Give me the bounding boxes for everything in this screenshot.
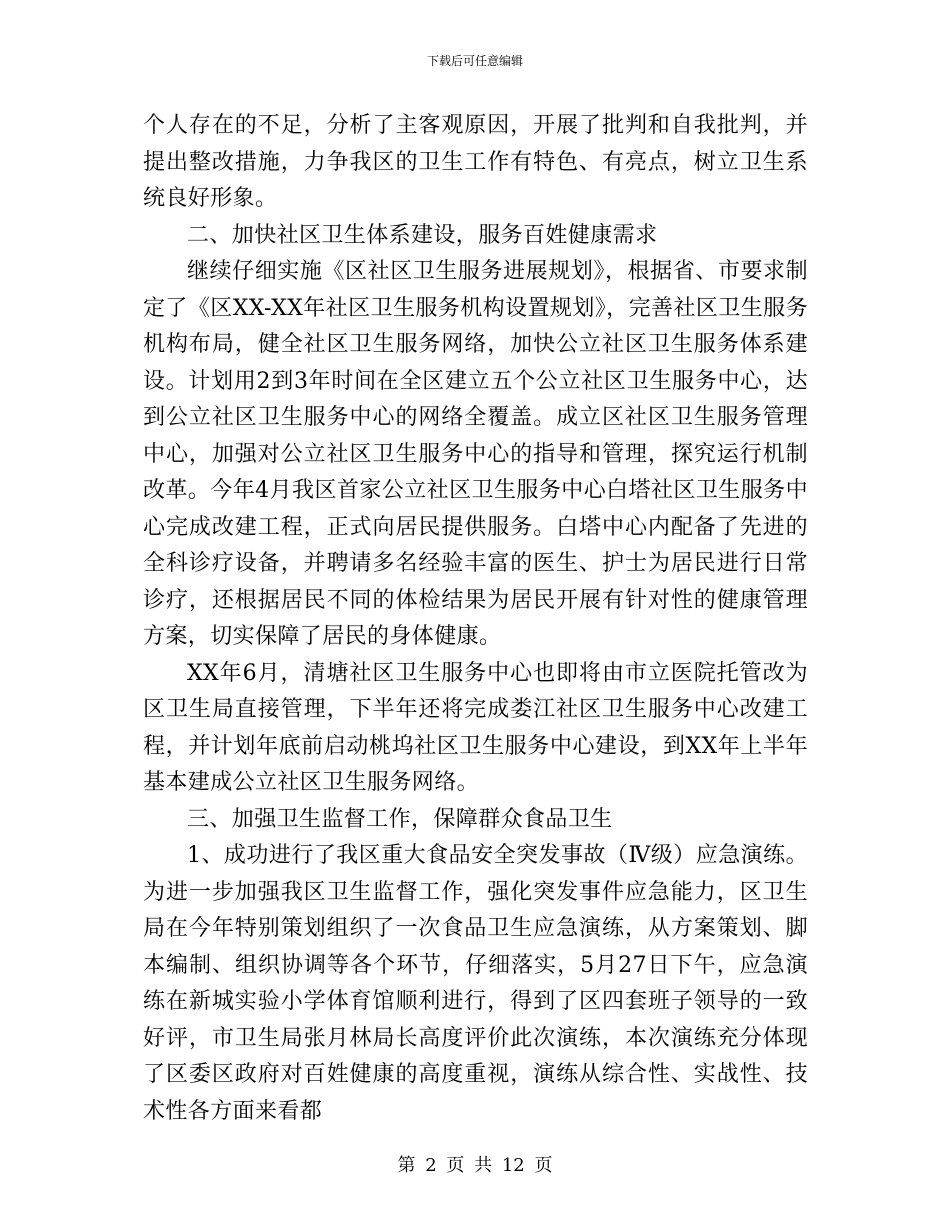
page-number: 第 2 页 共 12 页 <box>397 1155 553 1176</box>
section-heading-2: 二、加快社区卫生体系建设，服务百姓健康需求 <box>187 222 658 248</box>
paragraph-qingtang-center: XX年6月，清塘社区卫生服务中心也即将由市立医院托管改为区卫生局直接管理，下半年还将完成娄江社区卫生服务中心改建工程，并计划年底前启动桃坞社区卫生服务中心建设，到XX年上半年基本建成公立社区卫生服务网络。 <box>143 660 808 795</box>
page-header-note: 下载后可任意编辑 <box>426 54 523 68</box>
paragraph-continuation: 个人存在的不足，分析了主客观原因，开展了批判和自我批判，并提出整改措施，力争我区的卫生工作有特色、有亮点，树立卫生系统良好形象。 <box>143 113 808 211</box>
section-heading-3: 三、加强卫生监督工作，保障群众食品卫生 <box>187 806 613 832</box>
document-body <box>143 108 808 1130</box>
paragraph-food-safety-drill: 1、成功进行了我区重大食品安全突发事故（Ⅳ级）应急演练。为进一步加强我区卫生监督工作，强化突发事件应急能力，区卫生局在今年特别策划组织了一次食品卫生应急演练，从方案策划、脚本编制、组织协调等各个环节，仔细落实，5月27日下午，应急演练在新城实验小学体育馆顺利进行，得到了区四套班子领导的一致好评，市卫生局张月林局长高度评价此次演练，本次演练充分体现了区委区政府对百姓健康的高度重视，演练从综合性、实战性、技术性各方面来看都 <box>143 843 808 1124</box>
paragraph-community-health-plan: 继续仔细实施《区社区卫生服务进展规划》，根据省、市要求制定了《区XX-XX年社区卫生服务机构设置规划》，完善社区卫生服务机构布局，健全社区卫生服务网络，加快公立社区卫生服务体系建设。计划用2到3年时间在全区建立五个公立社区卫生服务中心，达到公立社区卫生服务中心的网络全覆盖。成立区社区卫生服务管理中心，加强对公立社区卫生服务中心的指导和管理，探究运行机制改革。今年4月我区首家公立社区卫生服务中心白塔社区卫生服务中心完成改建工程，正式向居民提供服务。白塔中心内配备了先进的全科诊疗设备，并聘请多名经验丰富的医生、护士为居民进行日常诊疗，还根据居民不同的体检结果为居民开展有针对性的健康管理方案，切实保障了居民的身体健康。 <box>143 259 808 649</box>
